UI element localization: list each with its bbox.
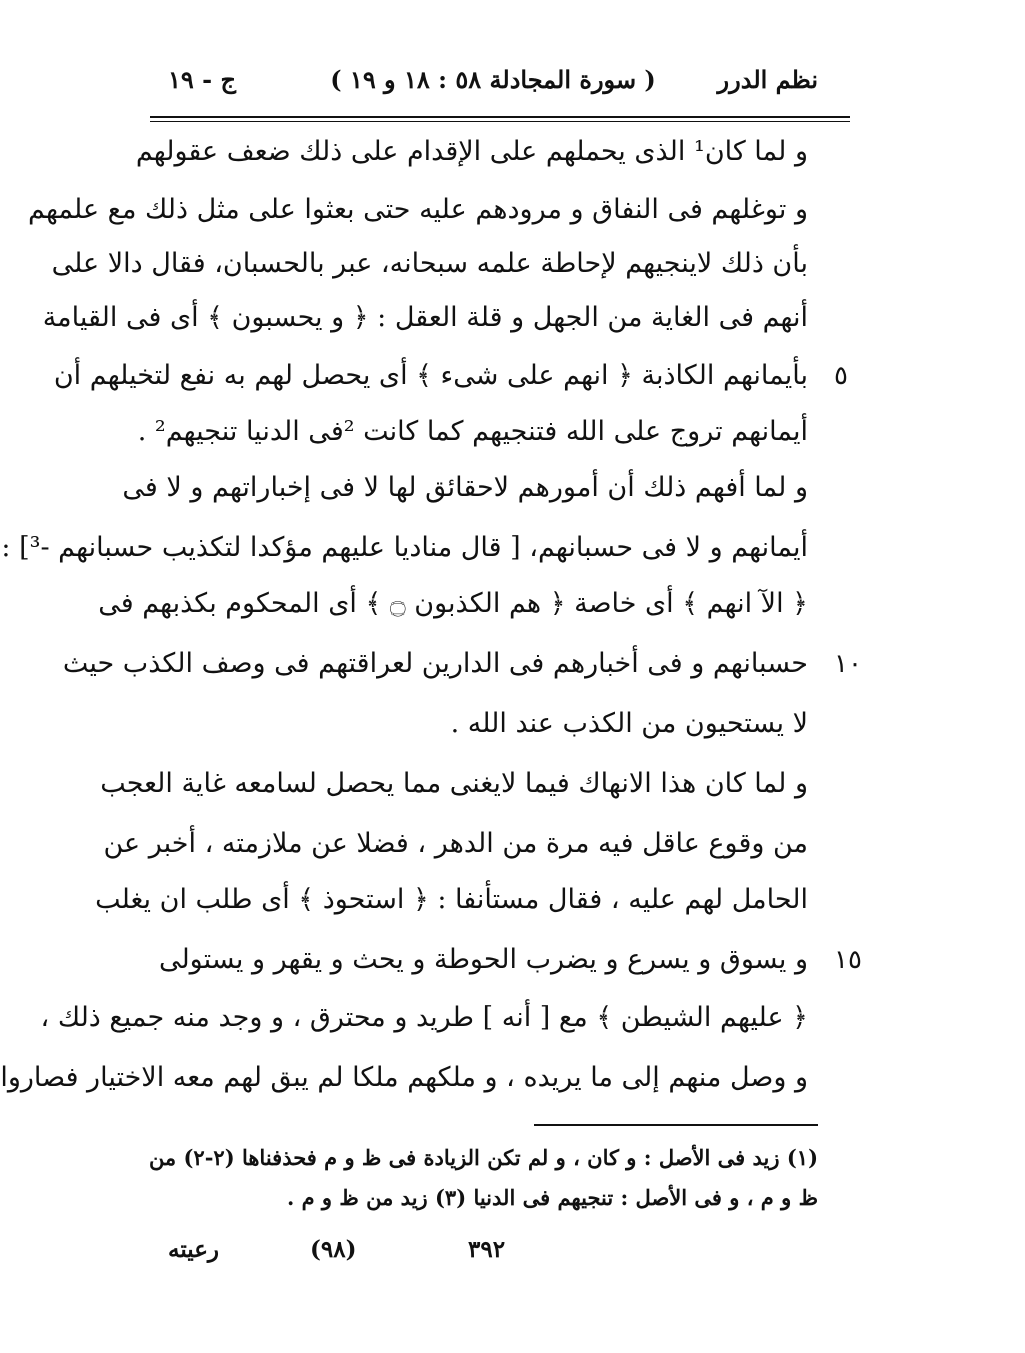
header-rule xyxy=(150,116,850,118)
signature-mark: رعيته xyxy=(168,1236,220,1263)
page-header xyxy=(168,60,818,100)
book-title: نظم الدرر xyxy=(717,65,818,94)
line-number-marker: ١٠ xyxy=(834,649,862,679)
text-line: و يسوق و يسرع و يضرب الحوطة و يحث و يقهر و يستولى xyxy=(158,944,808,975)
text-line: ﴿ عليهم الشيطن ﴾ مع [ أنه ] طريد و محترق ، و وجد منه جميع ذلك ، xyxy=(40,1002,808,1033)
surah-reference: ( سورة المجادلة ٥٨ : ١٨ و ١٩ ) xyxy=(330,65,656,94)
line-number-marker: ٥ xyxy=(834,361,848,391)
text-line: أنهم فى الغاية من الجهل و قلة العقل : ﴿ و يحسبون ﴾ أى فى القيامة xyxy=(42,302,808,333)
text-line: بأيمانهم الكاذبة ﴿ انهم على شىء ﴾ أى يحصل لهم به نفع لتخيلهم أن xyxy=(53,360,808,391)
page-number: ٣٩٢ xyxy=(468,1236,506,1263)
text-line: ﴿ الآ انهم ﴾ أى خاصة ﴿ هم الكذبون ۝ ﴾ أى المحكوم بكذبهم فى xyxy=(98,588,808,619)
text-line: و وصل منهم إلى ما يريده ، و ملكهم ملكا لم يبق لهم معه الاختيار فصاروا xyxy=(0,1062,808,1093)
text-line: لا يستحيون من الكذب عند الله . xyxy=(450,708,808,739)
footnote-line: ظ و م ، و فى الأصل : تنجيهم فى الدنيا (٣) زيد من ظ و م . xyxy=(287,1185,818,1210)
line-number-marker: ١٥ xyxy=(834,945,862,975)
volume-number: ج - ١٩ xyxy=(168,65,236,94)
text-line: و توغلهم فى النفاق و مرودهم عليه حتى بعثوا على مثل ذلك مع علمهم xyxy=(27,194,808,225)
text-line: بأن ذلك لاينجيهم لإحاطة علمه سبحانه، عبر بالحسبان، فقال دالا على xyxy=(51,248,808,279)
text-line: من وقوع عاقل فيه مرة من الدهر ، فضلا عن ملازمته ، أخبر عن xyxy=(103,828,808,859)
footnote-line: (١) زيد فى الأصل : و كان ، و لم تكن الزيادة فى ظ و م فحذفناها (٢-٢) من xyxy=(148,1145,818,1170)
text-line: و لما أفهم ذلك أن أمورهم لاحقائق لها لا فى إخباراتهم و لا فى xyxy=(122,472,808,503)
text-line: أيمانهم و لا فى حسبانهم، [ قال مناديا عليهم مؤكدا لتكذيب حسبانهم -³] : xyxy=(1,532,808,563)
text-line: حسبانهم و فى أخبارهم فى الدارين لعراقتهم فى وصف الكذب حيث xyxy=(62,648,808,679)
text-line: أيمانهم تروج على الله فتنجيهم كما كانت ²فى الدنيا تنجيهم² . xyxy=(137,416,808,447)
text-line: و لما كان¹ الذى يحملهم على الإقدام على ذلك ضعف عقولهم xyxy=(135,136,808,167)
footnote-rule xyxy=(534,1124,818,1126)
sequence-number: (٩٨) xyxy=(310,1236,357,1263)
text-line: الحامل لهم عليه ، فقال مستأنفا : ﴿ استحوذ ﴾ أى طلب ان يغلب xyxy=(95,884,808,915)
header-rule-thin xyxy=(150,121,850,122)
page-footer xyxy=(168,1232,818,1268)
text-line: و لما كان هذا الانهاك فيما لايغنى مما يحصل لسامعه غاية العجب xyxy=(100,768,808,799)
